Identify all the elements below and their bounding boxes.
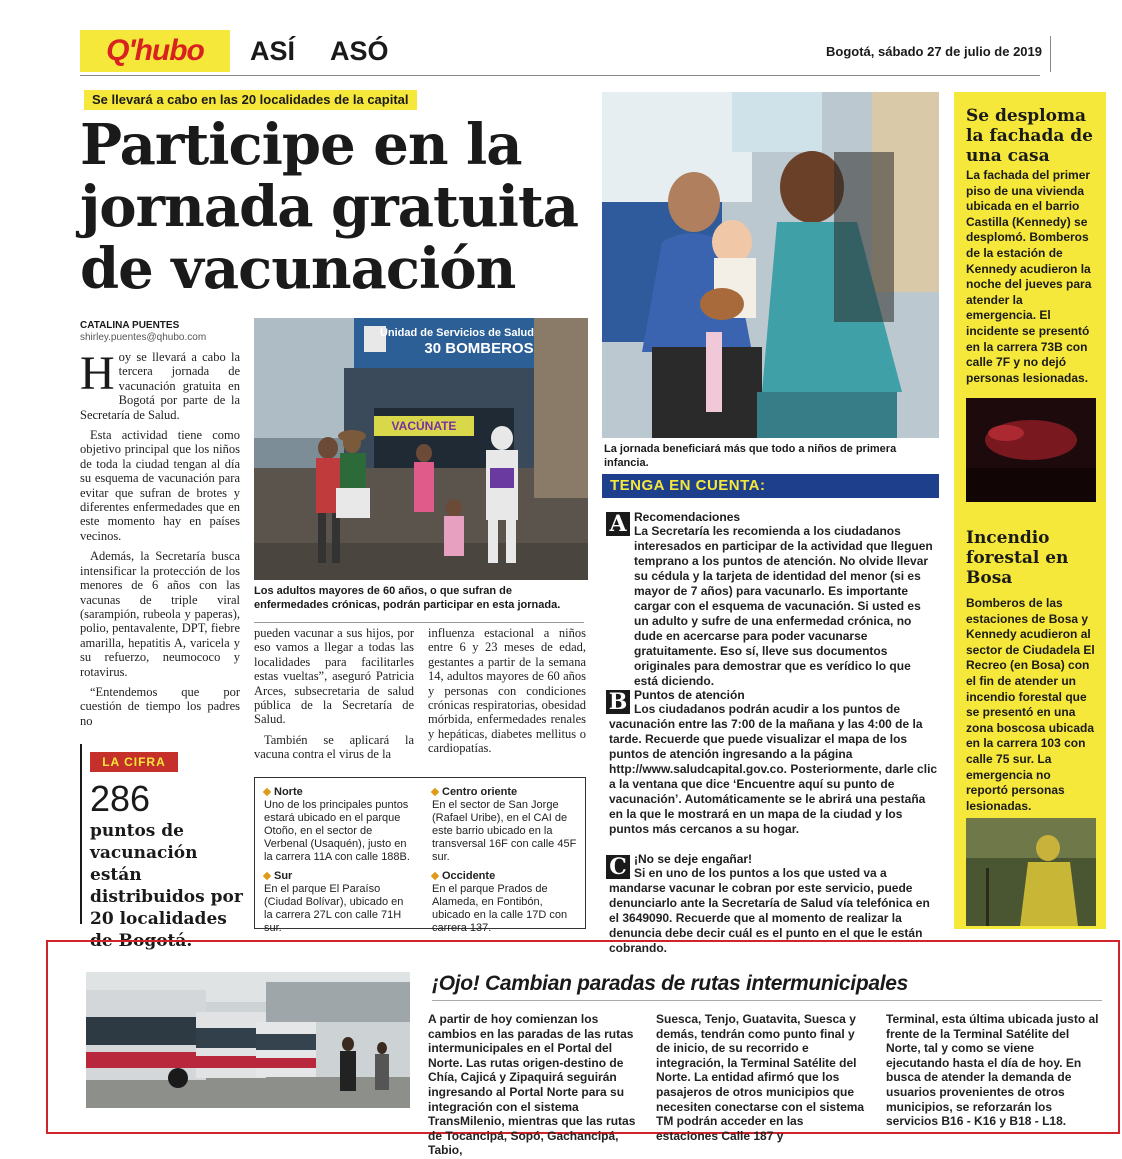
diamond-icon: [431, 872, 439, 880]
photo-collapsed-facade: [966, 398, 1096, 502]
tip-title-puntos-de-atencion: Puntos de atención: [634, 688, 745, 702]
location-title: Sur: [274, 870, 293, 882]
sidebar-story-1-text: La fachada del primer piso de una vivienda ubicada en el barrio Castilla (Kennedy) se desplomó. Bomberos de la estación de Kennedy acudieron la noche del jueves para atender la emergencia. El incidente se presentó en la carrera 73B con calle 7F y no dejó personas lesionadas.: [966, 168, 1092, 385]
article-paragraph: pueden vacunar a sus hijos, por eso vamos a llegar a todas las localidades para facilitarles estas vueltas”, aseguró Patricia Arces, subsecretaria de salud pública de la Secretaría de Salud.: [254, 626, 414, 727]
masthead-rule: [80, 75, 1040, 76]
ojo-column-3: Terminal, esta última ubicada justo al frente de la Terminal Satélite del Norte, tal y como se viene ejecutando hasta el día de hoy. En busca de atender la demanda de usuarios provenientes de otros municipios, se reforzarán los servicios B16 - K16 y B18 - L18.: [886, 1012, 1099, 1129]
la-cifra-number: 286: [90, 778, 151, 819]
location-title: Occidente: [442, 870, 496, 882]
tip-letter-b: B: [606, 690, 630, 714]
sidebar-story-2-text: Bomberos de las estaciones de Bosa y Kennedy acudieron al sector de Ciudadela El Recreo (en Bosa) con el fin de atender un incendio forestal que se presentó en una zona boscosa ubicada en la carrera 103 con calle 75 sur. La emergencia no reportó personas lesionadas.: [966, 596, 1095, 813]
photo-bus-terminal-image: [86, 972, 410, 1108]
tip-title-recomendaciones: Recomendaciones: [634, 510, 741, 524]
location-text: Uno de los principales puntos estará ubicado en el parque Otoño, en el sector de Verbenal (Usaquén), justo en la carrera 11A con calle 188B.: [264, 799, 410, 863]
location-sur: [264, 870, 414, 935]
byline-email: shirley.puentes@qhubo.com: [80, 332, 207, 343]
qhubo-logo: Q'hubo: [80, 30, 230, 72]
article-column-3: [428, 626, 586, 762]
photo-vaccination-unit: [254, 318, 588, 580]
masthead-divider: [1050, 36, 1051, 72]
photo-vaccination-unit-image: [254, 318, 588, 580]
article-paragraph: También se aplicará la vacuna contra el virus de la: [254, 732, 414, 762]
photo-forest-fire-firefighter: [966, 818, 1096, 926]
diamond-icon: [431, 788, 439, 796]
tenga-en-cuenta-header: TENGA EN CUENTA:: [602, 474, 939, 498]
tip-letter-c: C: [606, 855, 630, 879]
drop-cap: H: [80, 347, 115, 400]
sign-line-2: 30 BOMBEROS: [424, 340, 534, 357]
article-column-1: [80, 347, 240, 734]
article-paragraph: “Entendemos que por cuestión de tiempo los padres no: [80, 684, 240, 728]
tip-text-puntos-de-atencion: Los ciudadanos podrán acudir a los puntos de vacunación entre las 7:00 de la mañana y las 4:00 de la tarde. Recuerde que puede visualizar el mapa de los puntos de atención ingresando a la página http://www.saludcapital.gov.co. Posteriormente, darle clic a la ventana que dice ‘Encuentre aquí su punto de vacunación’. Automáticamente se le abrirá una pestaña en la que le mostrará en un mapa de la ciudad y los puntos más cercanos a su hogar.: [609, 702, 938, 836]
location-norte: [264, 786, 414, 864]
sign-line-1: Unidad de Servicios de Salud: [379, 327, 534, 339]
location-title: Centro oriente: [442, 786, 518, 798]
column-rule: [254, 622, 584, 623]
article-paragraph: oy se llevará a cabo la tercera jornada de vacunación gratuita en Bogotá por parte de la Secretaría de Salud.: [80, 350, 240, 422]
ojo-rule: [432, 1000, 1102, 1001]
photo-caption-2: La jornada beneficiará más que todo a niños de primera infancia.: [604, 443, 897, 469]
location-text: En el sector de San Jorge (Rafael Uribe), en el CAI de este barrio ubicado en la transversal 16F con calle 45F sur.: [432, 799, 577, 863]
location-text: En el parque Prados de Alameda, en Fontibón, ubicado en la calle 17D con carrera 137.: [432, 883, 568, 934]
kicker: Se llevará a cabo en las 20 localidades de la capital: [84, 90, 417, 110]
photo-nurse-vaccinating-baby: [602, 92, 939, 438]
photo-caption-1: Los adultos mayores de 60 años, o que sufran de enfermedades crónicas, podrán participar en esta jornada.: [254, 585, 561, 611]
article-column-2: [254, 626, 414, 768]
banner-text: VACÚNATE: [391, 419, 457, 433]
location-text: En el parque El Paraíso (Ciudad Bolívar), ubicado en la carrera 27L con calle 71H sur.: [264, 883, 404, 934]
photo-forest-fire-firefighter-image: [966, 818, 1096, 926]
section-label-aso: ASÓ: [330, 36, 389, 66]
photo-bus-terminal: [86, 972, 410, 1108]
tip-text-recomendaciones: La Secretaría les recomienda a los ciudadanos interesados en participar de la actividad que lleguen temprano a los puntos de atención. No olvide llevar su cédula y la tarjeta de identidad del menor (si es mayor de 7 años) para vacunarlo. Es importante cargar con el esquema de vacunación. Si usted es un adulto y sufre de una enfermedad crónica, no dude en acercarse para poder vacunarse gratuitamente. Eso sí, lleve sus documentos originales para demostrar que es verídico lo que está diciendo.: [634, 524, 933, 688]
location-centro-oriente: [432, 786, 577, 864]
location-title: Norte: [274, 786, 303, 798]
sidebar-story-2-title: Incendio forestal en Bosa: [966, 528, 1069, 588]
article-paragraph: Esta actividad tiene como objetivo principal que los niños de toda la ciudad tengan al día su esquema de vacunación para evitar que sufran de brotes y diferentes enfermedades que en este momento hay en países vecinos.: [80, 428, 240, 543]
tip-letter-a: A: [606, 512, 630, 536]
ojo-column-1: A partir de hoy comienzan los cambios en las paradas de las rutas intermunicipales en el Portal del Norte. Las rutas origen-destino de Chía, Cajicá y Zipaquirá seguirán ingresando al Portal Norte para su integración con el sistema TransMilenio, mientras que las rutas de Tocancipá, Sopó, Gachancipá, Tabio,: [428, 1012, 636, 1158]
section-label-asi: ASÍ: [250, 36, 296, 66]
article-paragraph: Además, la Secretaría busca intensificar la protección de los menores de 6 años con las vacunas de triple viral (sarampión, rubeola y paperas), polio, pentavalente, DPT, fiebre amarilla, hepatitis A, varicela y su refuerzo, neumococo y rotavirus.: [80, 549, 240, 679]
sidebar-story-1-title: Se desploma la fachada de una casa: [966, 106, 1093, 166]
ojo-headline: ¡Ojo! Cambian paradas de rutas intermunicipales: [432, 972, 909, 995]
photo-collapsed-facade-image: [966, 398, 1096, 502]
byline: CATALINA PUENTES: [80, 320, 180, 331]
dateline: Bogotá, sábado 27 de julio de 2019: [825, 44, 1042, 59]
headline: Participe en la jornada gratuita de vacunación: [80, 112, 579, 302]
tip-text-no-se-deje-enganar: Si en uno de los puntos a los que usted va a mandarse vacunar le cobran por este servicio, puede denunciarlo ante la Secretaría de Salud vía telefónica en el 3649090. Recuerde que al momento de realizar la denuncia debe decir cuál es el punto en el que le están cobrando.: [609, 866, 930, 955]
la-cifra-text: puntos de vacunación están distribuidos por 20 localidades de Bogotá.: [90, 821, 243, 951]
diamond-icon: [263, 872, 271, 880]
diamond-icon: [263, 788, 271, 796]
tip-title-no-se-deje-enganar: ¡No se deje engañar!: [634, 852, 753, 866]
location-occidente: [432, 870, 577, 935]
ojo-column-2: Suesca, Tenjo, Guatavita, Suesca y demás, tendrán como punto final y de inicio, de su recorrido e integración, la Terminal Satélite del Norte. La entidad afirmó que los pasajeros de otros municipios que necesiten conectarse con el sistema TM podrán acceder en las estaciones Calle 187 y: [656, 1012, 865, 1143]
photo-nurse-vaccinating-baby-image: [602, 92, 939, 438]
article-paragraph: influenza estacional a niños entre 6 y 23 meses de edad, gestantes a partir de la semana 14, adultos mayores de 60 años y personas con condiciones crónicas respiratorias, obesidad mórbida, enfermedades renales y hepáticas, diabetes mellitus o cardiopatías.: [428, 626, 586, 756]
la-cifra-tag: LA CIFRA: [90, 752, 178, 772]
